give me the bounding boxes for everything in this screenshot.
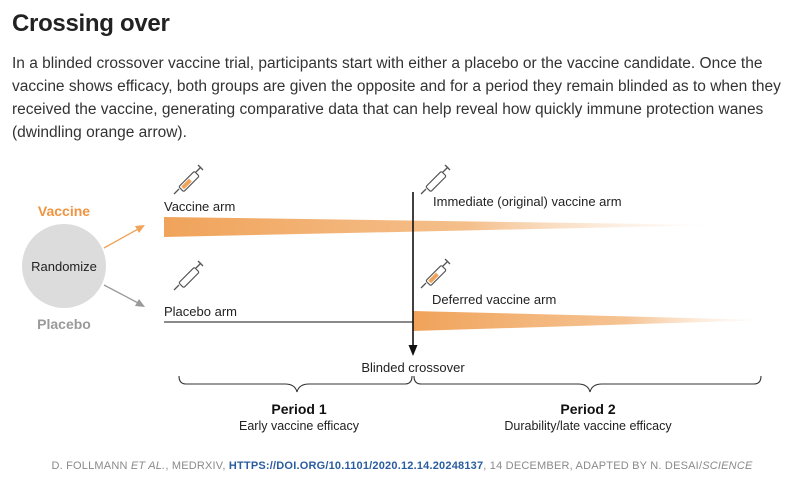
immediate-arm-label: Immediate (original) vaccine arm [433,194,622,209]
syringe-icon [174,261,203,290]
period2-subtitle: Durability/late vaccine efficacy [504,419,672,433]
syringe-icon [421,165,450,194]
period1-brace [179,376,412,392]
syringe-icon [174,165,203,194]
credit-publication: SCIENCE [702,460,753,472]
vaccine-arm-label: Vaccine arm [164,199,236,214]
period1-subtitle: Early vaccine efficacy [239,419,359,433]
placebo-assign-arrow [104,285,145,307]
period2-title: Period 2 [560,401,616,417]
credit-source: , MEDRXIV, [165,460,229,472]
crossover-line [409,192,418,356]
doi-link[interactable]: HTTPS://DOI.ORG/10.1101/2020.12.14.20248137 [228,460,484,472]
vaccine-arm-arrow [164,217,720,237]
syringe-icon [421,259,450,288]
source-credit [0,460,804,472]
placebo-arm-label: Placebo arm [164,304,237,319]
intro-text: In a blinded crossover vaccine trial, participants start with either a placebo or the vaccine candidate. Once the vaccine shows efficacy, both groups are given the opposite and for a period they remain blinded as to when they received the vaccine, generating comparative data that can help reveal how quickly immune protection wanes (dwindling orange arrow). [12,55,781,141]
period1-title: Period 1 [271,401,327,417]
period2-brace [414,376,761,392]
deferred-arm-label: Deferred vaccine arm [432,292,557,307]
vaccine-assign-arrow [104,225,145,248]
placebo-group-label: Placebo [37,316,91,332]
vaccine-group-label: Vaccine [37,203,91,219]
page-title: Crossing over [12,10,170,37]
credit-suffix: , 14 DECEMBER, ADAPTED BY N. DESAI/ [483,460,703,472]
credit-etal: ET AL. [130,460,166,472]
deferred-arm-arrow [413,311,770,331]
credit-prefix: D. FOLLMANN [51,460,131,472]
randomize-label: Randomize [31,259,97,274]
crossover-label: Blinded crossover [361,360,465,375]
